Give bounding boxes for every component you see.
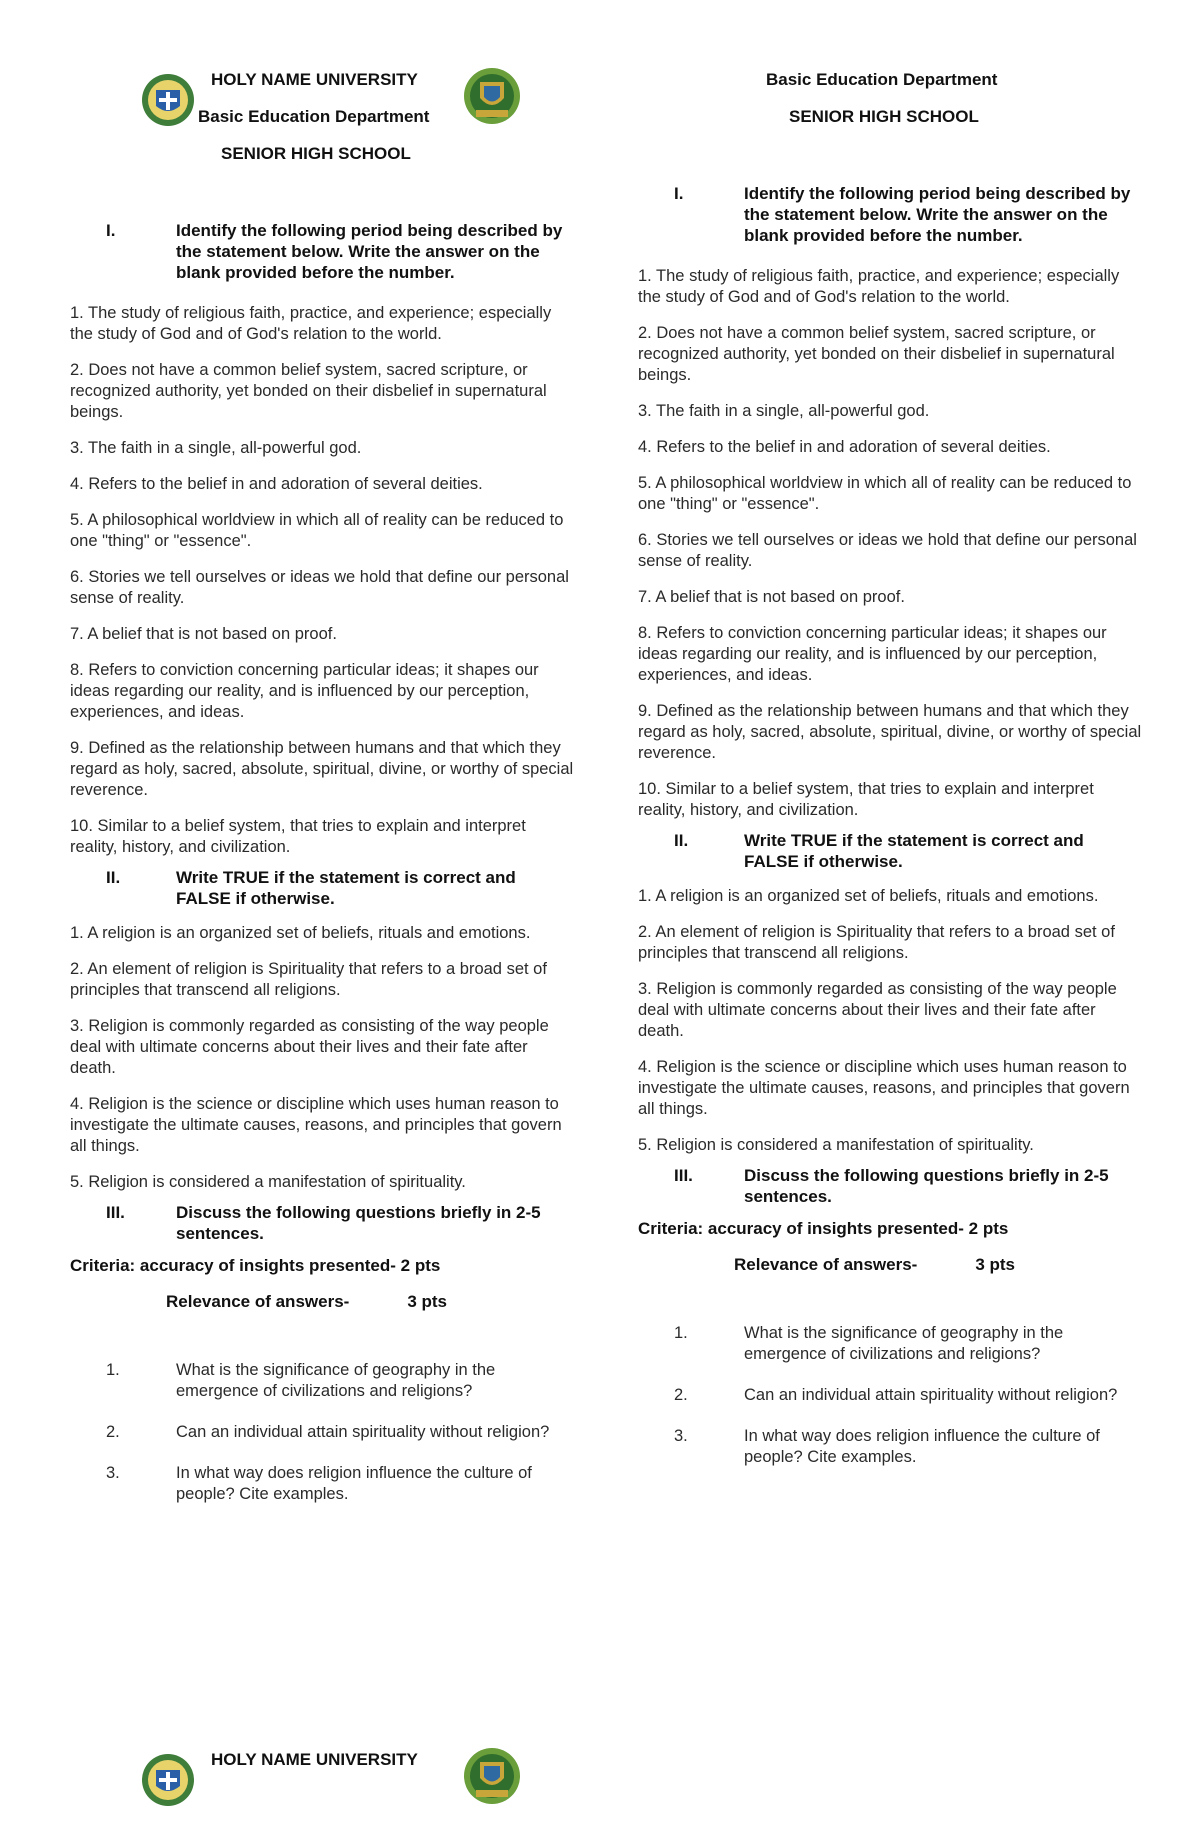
list-item: 2. An element of religion is Spirituality that refers to a broad set of principles that transcend all religions. (638, 923, 1115, 962)
discussion-question (638, 1426, 1143, 1468)
discussion-question (638, 1323, 1143, 1365)
section-number: III. (674, 1166, 693, 1185)
question-number: 1. (674, 1324, 688, 1342)
list-item: 4. Refers to the belief in and adoration of several deities. (638, 438, 1051, 456)
section-title: Identify the following period being described by the statement below. Write the answer on the blank provided before the number. (744, 184, 1131, 245)
relevance-points: 3 pts (975, 1255, 1015, 1274)
section-number: II. (674, 831, 689, 850)
worksheet-body (638, 183, 1143, 1488)
list-item: 8. Refers to conviction concerning particular ideas; it shapes our ideas regarding our reality, and is influenced by our perception, experiences, and ideas. (70, 661, 539, 721)
question-text: What is the significance of geography in the emergence of civilizations and religions? (176, 1361, 496, 1400)
school-name: SENIOR HIGH SCHOOL (789, 107, 979, 126)
relevance-line (70, 1292, 575, 1312)
school-seal-logo (140, 72, 196, 128)
relevance-label: Relevance of answers- (734, 1255, 918, 1274)
list-item: 1. The study of religious faith, practice, and experience; especially the study of God and of God's relation to the world. (70, 304, 552, 343)
criteria-line: Criteria: accuracy of insights presented- 2 pts (70, 1256, 441, 1275)
section-title: Discuss the following questions briefly in 2-5 sentences. (744, 1166, 1109, 1206)
list-item: 8. Refers to conviction concerning particular ideas; it shapes our ideas regarding our reality, and is influenced by our perception, experiences, and ideas. (638, 624, 1107, 684)
list-item: 4. Religion is the science or discipline which uses human reason to investigate the ultimate causes, reasons, and principles that govern all things. (638, 1058, 1130, 1118)
section-title: Discuss the following questions briefly in 2-5 sentences. (176, 1203, 541, 1243)
list-item: 3. The faith in a single, all-powerful god. (638, 402, 930, 420)
university-name: HOLY NAME UNIVERSITY (211, 1750, 418, 1769)
list-item: 2. Does not have a common belief system, sacred scripture, or recognized authority, yet bonded on their disbelief in supernatural beings. (638, 324, 1115, 384)
worksheet-body (70, 220, 575, 1525)
question-number: 1. (106, 1361, 120, 1379)
section-title: Write TRUE if the statement is correct and FALSE if otherwise. (744, 831, 1084, 871)
list-item: 5. A philosophical worldview in which all of reality can be reduced to one "thing" or "essence". (70, 511, 564, 550)
school-seal-logo (140, 1752, 196, 1808)
list-item: 3. Religion is commonly regarded as consisting of the way people deal with ultimate concerns about their lives and their fate after death. (638, 980, 1117, 1040)
question-text: In what way does religion influence the culture of people? Cite examples. (744, 1427, 1100, 1466)
section-1-heading (638, 183, 1143, 246)
section-number: I. (674, 184, 684, 203)
list-item: 1. The study of religious faith, practice, and experience; especially the study of God and of God's relation to the world. (638, 267, 1120, 306)
question-text: What is the significance of geography in the emergence of civilizations and religions? (744, 1324, 1064, 1363)
question-text: Can an individual attain spirituality without religion? (744, 1386, 1118, 1404)
section-title: Identify the following period being described by the statement below. Write the answer on the blank provided before the number. (176, 221, 563, 282)
discussion-question (638, 1385, 1143, 1406)
department-name: Basic Education Department (198, 107, 430, 126)
list-item: 5. Religion is considered a manifestation of spirituality. (638, 1136, 1034, 1154)
discussion-question (70, 1422, 575, 1443)
section-1-heading (70, 220, 575, 283)
school-name: SENIOR HIGH SCHOOL (221, 144, 411, 163)
relevance-points: 3 pts (407, 1292, 447, 1311)
list-item: 9. Defined as the relationship between humans and that which they regard as holy, sacred, absolute, spiritual, divine, or worthy of special reverence. (638, 702, 1142, 762)
list-item: 2. Does not have a common belief system, sacred scripture, or recognized authority, yet bonded on their disbelief in supernatural beings. (70, 361, 547, 421)
list-item: 10. Similar to a belief system, that tries to explain and interpret reality, history, and civilization. (638, 780, 1094, 819)
criteria-line: Criteria: accuracy of insights presented- 2 pts (638, 1219, 1009, 1238)
section-number: II. (106, 868, 121, 887)
university-name: HOLY NAME UNIVERSITY (211, 70, 418, 89)
question-number: 2. (674, 1386, 688, 1404)
list-item: 6. Stories we tell ourselves or ideas we hold that define our personal sense of reality. (70, 568, 569, 607)
question-number: 2. (106, 1423, 120, 1441)
university-shield-logo (462, 66, 522, 126)
section-number: III. (106, 1203, 125, 1222)
list-item: 5. A philosophical worldview in which all of reality can be reduced to one "thing" or "essence". (638, 474, 1132, 513)
list-item: 4. Religion is the science or discipline which uses human reason to investigate the ultimate causes, reasons, and principles that govern all things. (70, 1095, 562, 1155)
question-text: In what way does religion influence the culture of people? Cite examples. (176, 1464, 532, 1503)
list-item: 6. Stories we tell ourselves or ideas we hold that define our personal sense of reality. (638, 531, 1137, 570)
list-item: 3. The faith in a single, all-powerful god. (70, 439, 362, 457)
relevance-label: Relevance of answers- (166, 1292, 350, 1311)
list-item: 7. A belief that is not based on proof. (638, 588, 905, 606)
question-number: 3. (674, 1427, 688, 1445)
discussion-question (70, 1463, 575, 1505)
list-item: 5. Religion is considered a manifestation of spirituality. (70, 1173, 466, 1191)
list-item: 1. A religion is an organized set of beliefs, rituals and emotions. (70, 924, 531, 942)
list-item: 4. Refers to the belief in and adoration of several deities. (70, 475, 483, 493)
list-item: 2. An element of religion is Spirituality that refers to a broad set of principles that transcend all religions. (70, 960, 547, 999)
department-name: Basic Education Department (766, 70, 998, 89)
question-number: 3. (106, 1464, 120, 1482)
university-shield-logo (462, 1746, 522, 1806)
list-item: 7. A belief that is not based on proof. (70, 625, 337, 643)
question-text: Can an individual attain spirituality without religion? (176, 1423, 550, 1441)
section-title: Write TRUE if the statement is correct and FALSE if otherwise. (176, 868, 516, 908)
section-number: I. (106, 221, 116, 240)
discussion-question (70, 1360, 575, 1402)
section-2-heading (638, 830, 1143, 872)
section-3-heading (638, 1165, 1143, 1207)
list-item: 3. Religion is commonly regarded as consisting of the way people deal with ultimate concerns about their lives and their fate after death. (70, 1017, 549, 1077)
section-2-heading (70, 867, 575, 909)
list-item: 1. A religion is an organized set of beliefs, rituals and emotions. (638, 887, 1099, 905)
list-item: 10. Similar to a belief system, that tries to explain and interpret reality, history, and civilization. (70, 817, 526, 856)
section-3-heading (70, 1202, 575, 1244)
relevance-line (638, 1255, 1143, 1275)
list-item: 9. Defined as the relationship between humans and that which they regard as holy, sacred, absolute, spiritual, divine, or worthy of special reverence. (70, 739, 574, 799)
